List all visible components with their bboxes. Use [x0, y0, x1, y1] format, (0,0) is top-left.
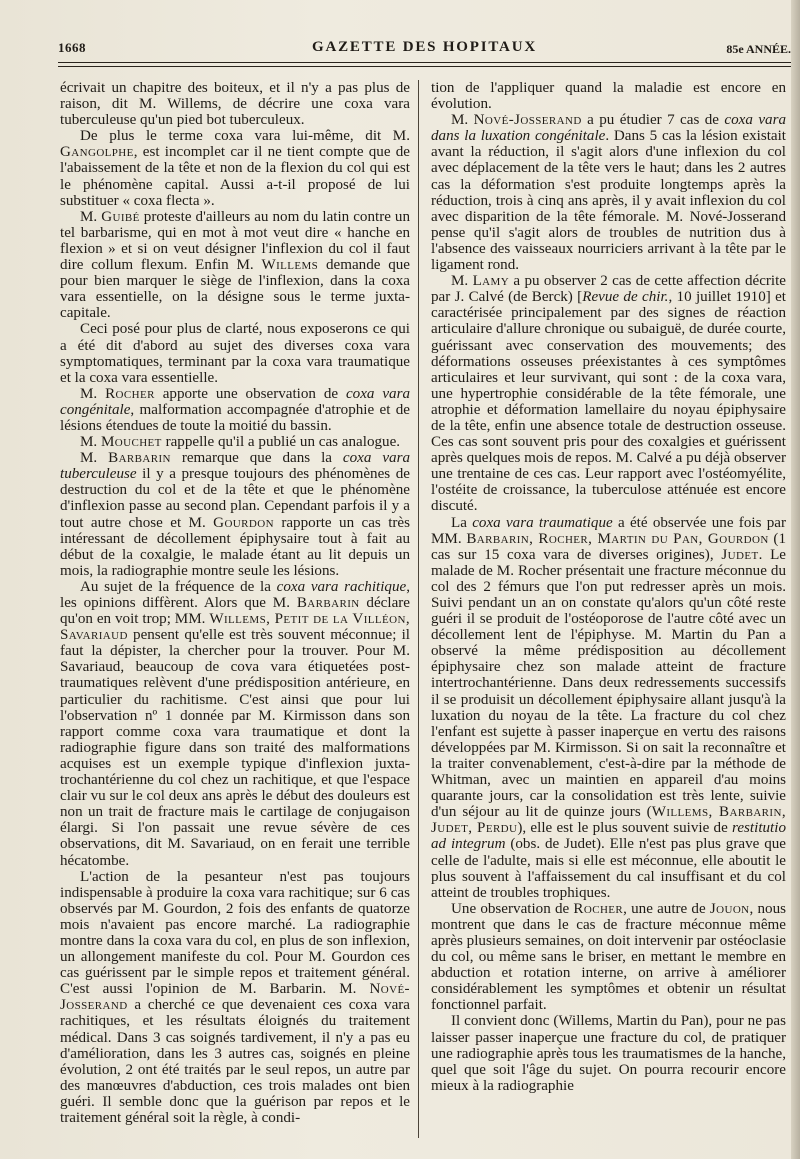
paragraph: M. Guibé proteste d'ailleurs au nom du latin contre un tel barbarisme, qui en mot à mot veut dire « hanche en flexion » et si on veut désigner l'inflexion du col il faut dire collum flexum. Enfin M. Willems demande que pour bien marquer le siège de l'inflexion, dans la coxa vara essentielle, on la désigne sous le terme juxta-capitale.: [60, 208, 411, 322]
header-rule-bottom: [58, 66, 791, 67]
journal-title: GAZETTE DES HOPITAUX: [312, 39, 537, 55]
paragraph: Une observation de Rocher, une autre de Jouon, nous montrent que dans le cas de fracture méconnue même après plusieurs semaines, on doit intervenir par ostéoclasie du col, ou même sans le briser, en mettant le membre en abduction et rotation interne, on arrive à améliorer considérablement les symptômes et obtenir un résultat fonctionnel parfait.: [431, 900, 787, 1014]
page-edge: [791, 0, 800, 1159]
volume-year: 85e ANNÉE.: [726, 42, 791, 56]
paragraph: De plus le terme coxa vara lui-même, dit M. Gangolphe, est incomplet car il ne tient compte que de l'abaissement de la tête et non de la flexion du col qui est le phénomène capital. Aussi a-t-il proposé de lui substituer « coxa flecta ».: [60, 128, 410, 209]
left-column: [60, 80, 410, 1140]
paragraph: La coxa vara traumatique a été observée une fois par MM. Barbarin, Rocher, Martin du Pan, Gourdon (1 cas sur 15 coxa vara de diverses origines), Judet. Le malade de M. Rocher présentait une fracture méconnue du col des 2 fémurs que l'on put redresser après un mois. Suivi pendant un an on constate qu'alors qu'un côté reste guéri il se produit de l'ostéoporose de l'autre côté avec un décollement lent de l'épiphyse. M. Martin du Pan a observé la même prédisposition au décollement épiphysaire chez son malade atteint de fracture intertrochantérienne. Dans deux redressements successifs il se produisit un décollement épiphysaire allant jusqu'à la luxation du noyau de la tête. La fracture du col chez l'enfant est sujette à passer inaperçue en vertu des raisons développées par M. Kirmisson. Si on sait la reconnaître et la traiter convenablement, c'est-à-dire par la méthode de Whitman, avec un maintien en appareil d'au moins quarante jours, car la consolidation est très lente, suivie d'un séjour au lit de quinze jours (Willems, Barbarin, Judet, Perdu), elle est le plus souvent suivie de restitutio ad integrum (obs. de Judet). Elle n'est pas plus grave que celle de l'adulte, mais si elle est méconnue, elle aboutit le plus souvent à l'affaissement du cal insuffisant et du col atteint de troubles trophiques.: [431, 514, 786, 901]
header-rule-top: [58, 62, 791, 63]
right-column: [431, 80, 786, 1140]
paragraph: M. Lamy a pu observer 2 cas de cette affection décrite par J. Calvé (de Berck) [Revue de chir., 10 juillet 1910] et caractérisée principalement par des signes de réaction articulaire d'allure chronique ou subaiguë, de durée courte, guérissant avec conservation des mouvements; des déformations osseuses préexistantes à ces symptômes articulaires et leur survivant, qui sont : de la coxa vara, une hypertrophie considérable de la tête fémorale, une atrophie et déformation lamellaire du noyau épiphysaire de la tête, enfin une absence totale de destruction osseuse. Ces cas sont souvent pris pour des coxalgies et guérissent après quelques mois de repos. M. Calvé a pu déjà observer une trentaine de ces cas. Leur rapport avec l'ostéomyélite, l'ostéite de croissance, la tuberculose atténuée est encore discuté.: [431, 273, 787, 515]
page-number: 1668: [58, 40, 86, 55]
column-divider: [418, 80, 419, 1138]
paragraph: M. Mouchet rappelle qu'il a publié un cas analogue.: [80, 434, 401, 451]
paragraph: M. Barbarin remarque que dans la coxa vara tuberculeuse il y a presque toujours des phénomènes de destruction du col et de la tête et que le phénomène d'inflexion passe au second plan. Cependant parfois il y a tout autre chose et M. Gourdon rapporte un cas très intéressant de décollement épiphysaire tout à fait au début de la coxalgie, le malade étant au lit depuis un mois, la radiographie montre seule les lésions.: [60, 450, 411, 579]
paragraph: tion de l'appliquer quand la maladie est encore en évolution.: [431, 80, 786, 113]
paragraph: Au sujet de la fréquence de la coxa vara rachitique, les opinions diffèrent. Alors que M. Barbarin déclare qu'on en voit trop; MM. Willems, Petit de la Villéon, Savariaud pensent qu'elle est très souvent méconnue; il faut la dépister, la chercher pour la trouver. Pour M. Savariaud, beaucoup de cova vara étiquetées post-traumatiques relèvent d'une prédisposition antérieure, en particulier du rachitisme. C'est ainsi que pour lui l'observation nº 1 donnée par M. Kirmisson dans son rapport comme coxa vara traumatique et dont la radiographie figure dans son traité des malformations acquises est un exemple typique d'inflexion juxta-trochantérienne du col chez un rachitique, et que l'espace clair vu sur le col deux ans après le début des douleurs est non un trait de fracture mais le cartilage de conjugaison élargi. Si l'on passait une revue sévère de ces observations, dit M. Savariaud, on en ferait une terrible hécatombe.: [60, 578, 411, 869]
paragraph: L'action de la pesanteur n'est pas toujours indispensable à produire la coxa vara rachitique; sur 6 cas observés par M. Gourdon, 2 fois des enfants de quatorze mois n'avaient pas encore marché. La radiographie montre dans la coxa vara du col, en plus de son inflexion, un allongement manifeste du col. Pour M. Gourdon ces cas guérissent par le simple repos et traitement général. C'est aussi l'opinion de M. Barbarin. M. Nové-Josserand a cherché ce que devenaient ces coxa vara rachitiques, et les résultats éloignés du traitement médical. Dans 3 cas soignés tardivement, il n'y a pas eu d'amélioration, dans les 3 autres cas, soignés en pleine évolution, 2 ont été traités par le seul repos, un autre par des manœuvres d'abduction, ces trois malades ont bien guéri. Il semble donc que la guérison par repos et le traitement général soit la règle, à condi-: [60, 868, 410, 1126]
paragraph: M. Nové-Josserand a pu étudier 7 cas de coxa vara dans la luxation congénitale. Dans 5 cas la lésion existait avant la réduction, il s'agit alors d'une inflexion du col avec déplacement de la tête vers le haut; dans les 2 autres cas la déformation s'est produite longtemps après la réduction, trois à cinq ans après, il y avait inflexion du col avec disparition de la tête fémorale. M. Nové-Josserand pense qu'il s'agit alors de troubles de nutrition dus à l'absence des vaisseaux nourriciers arrivant à la tête par le ligament rond.: [431, 112, 787, 274]
paragraph: Ceci posé pour plus de clarté, nous exposerons ce qui a été dit d'abord au sujet des diverses coxa vara symptomatiques, terminant par la coxa vara traumatique et la coxa vara essentielle.: [60, 321, 410, 386]
paragraph: M. Rocher apporte une observation de coxa vara congénitale, malformation accompagnée d'atrophie et de lésions étendues de toute la moitié du bassin.: [60, 385, 410, 434]
paragraph: écrivait un chapitre des boiteux, et il n'y a pas plus de raison, dit M. Willems, de décrire une coxa vara tuberculeuse qu'un pied bot tuberculeux.: [60, 80, 410, 129]
page-header: [58, 38, 791, 60]
paragraph: Il convient donc (Willems, Martin du Pan), pour ne pas laisser passer inaperçue une fracture du col, de pratiquer une radiographie après tous les traumatismes de la hanche, quel que soit l'âge du sujet. On pourra recourir encore mieux à la radiographie: [431, 1013, 786, 1094]
